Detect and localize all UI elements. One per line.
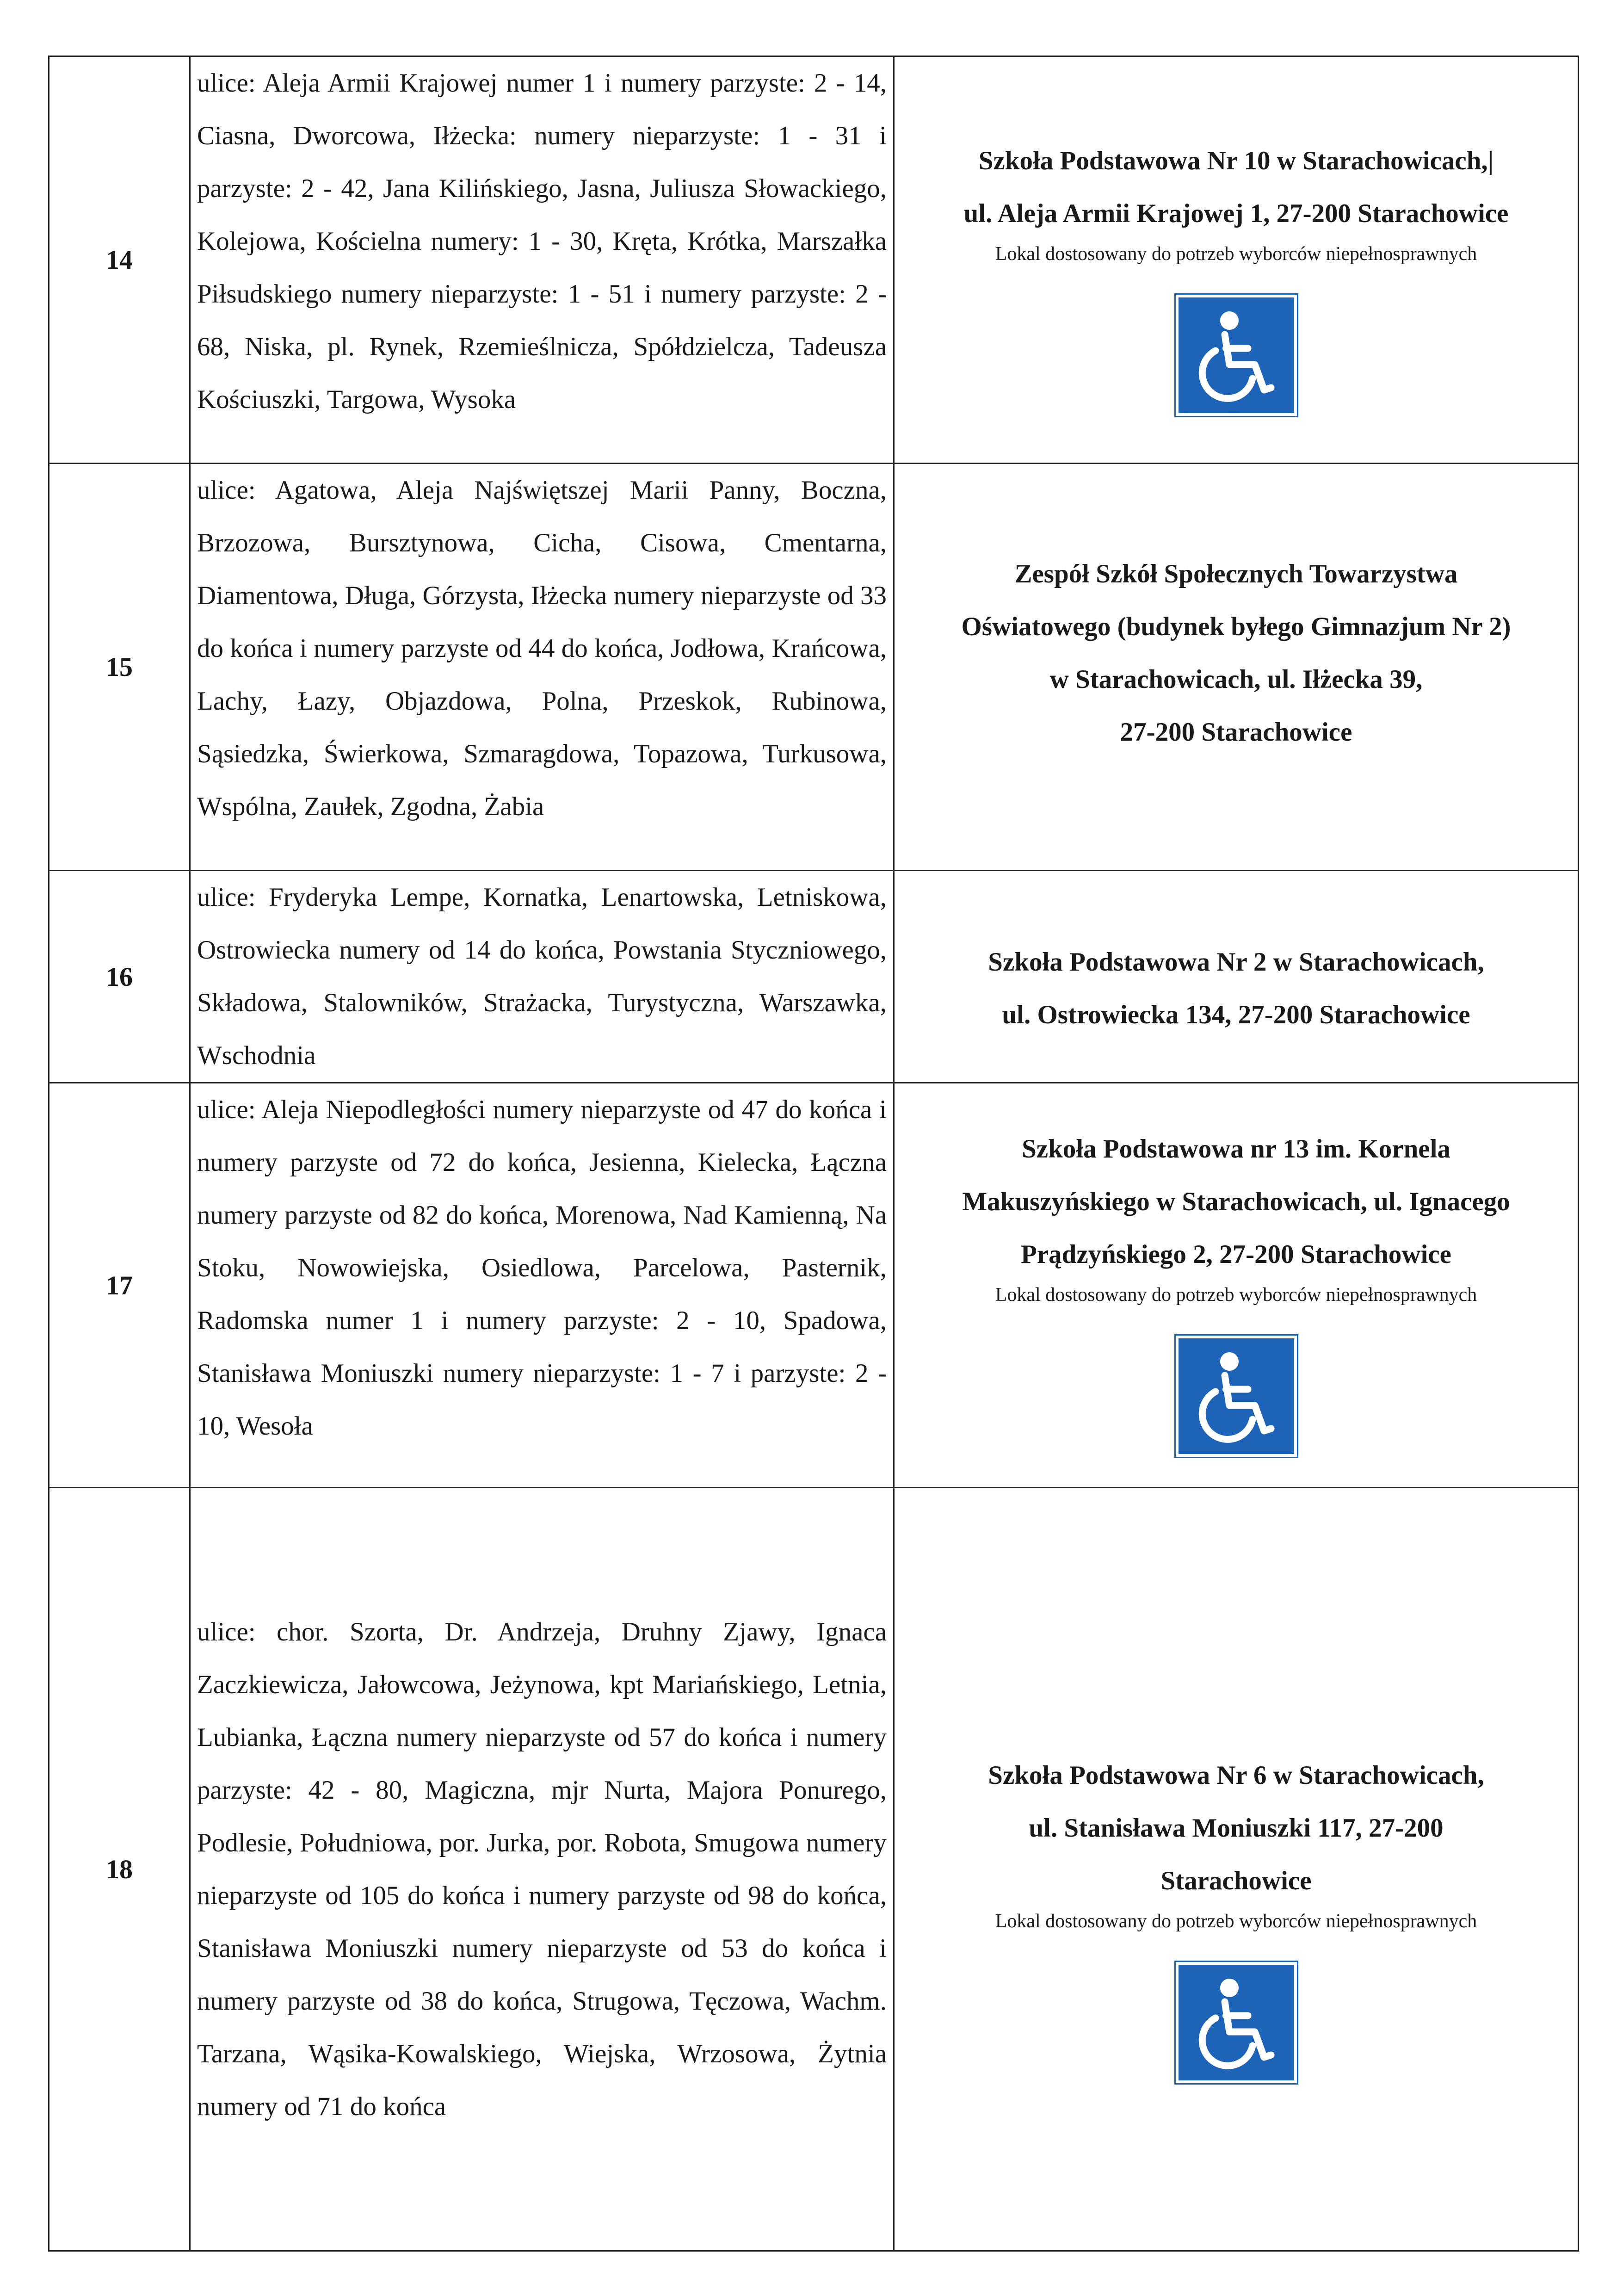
streets-text: ulice: Fryderyka Lempe, Kornatka, Lenartowska, Letniskowa, Ostrowiecka numery od 14 do końca, Powstania Styczniowego, Składowa, Stalowników, Strażacka, Turystyczna, Warszawka, Wschodnia xyxy=(197,883,887,1070)
table-row xyxy=(49,1488,1579,2251)
polling-place xyxy=(894,56,1579,464)
district-streets xyxy=(190,464,894,871)
polling-place xyxy=(894,1488,1579,2251)
accessibility-note: Lokal dostosowany do potrzeb wyborców niepełnosprawnych xyxy=(995,1911,1477,1932)
place-name-line: ul. Ostrowiecka 134, 27-200 Starachowice xyxy=(1002,1000,1470,1029)
place-name-line: Makuszyńskiego w Starachowicach, ul. Ignacego xyxy=(962,1187,1510,1216)
place-name-line: Zespół Szkół Społecznych Towarzystwa xyxy=(1014,559,1458,588)
district-number: 17 xyxy=(49,1083,190,1488)
place-name-line: 27-200 Starachowice xyxy=(1120,717,1352,747)
place-name-line: Prądzyńskiego 2, 27-200 Starachowice xyxy=(1021,1239,1451,1269)
polling-place xyxy=(894,871,1579,1083)
streets-text: ulice: Aleja Niepodległości numery nieparzyste od 47 do końca i numery parzyste od 72 do końca, Jesienna, Kielecka, Łączna numery parzyste od 82 do końca, Morenowa, Nad Kamienną, Na Stoku, Nowowiejska, Osiedlowa, Parcelowa, Pasternik, Radomska numer 1 i numery parzyste: 2 - 10, Spadowa, Stanisława Moniuszki numery nieparzyste: 1 - 7 i parzyste: 2 - 10, Wesoła xyxy=(197,1095,887,1441)
district-number: 15 xyxy=(49,464,190,871)
table-row xyxy=(49,464,1579,871)
place-name-line: Szkoła Podstawowa Nr 6 w Starachowicach, xyxy=(988,1761,1484,1790)
accessibility-note: Lokal dostosowany do potrzeb wyborców niepełnosprawnych xyxy=(995,1284,1477,1306)
place-name-line: Szkoła Podstawowa Nr 10 w Starachowicach,| xyxy=(978,146,1494,175)
accessibility-note: Lokal dostosowany do potrzeb wyborców niepełnosprawnych xyxy=(995,243,1477,265)
polling-districts-table xyxy=(48,56,1579,2252)
place-name-line: Szkoła Podstawowa nr 13 im. Kornela xyxy=(1022,1134,1450,1163)
district-streets xyxy=(190,56,894,464)
streets-text: ulice: Agatowa, Aleja Najświętszej Marii Panny, Boczna, Brzozowa, Bursztynowa, Cicha, Cisowa, Cmentarna, Diamentowa, Długa, Górzysta, Iłżecka numery nieparzyste od 33 do końca i numery parzyste od 44 do końca, Jodłowa, Krańcowa, Lachy, Łazy, Objazdowa, Polna, Przeskok, Rubinowa, Sąsiedzka, Świerkowa, Szmaragdowa, Topazowa, Turkusowa, Wspólna, Zaułek, Zgodna, Żabia xyxy=(197,476,887,821)
district-number: 14 xyxy=(49,56,190,464)
place-name-line: ul. Stanisława Moniuszki 117, 27-200 xyxy=(1029,1813,1444,1843)
district-streets xyxy=(190,1488,894,2251)
wheelchair-icon xyxy=(1176,1336,1297,1457)
table-row xyxy=(49,871,1579,1083)
place-name-line: Szkoła Podstawowa Nr 2 w Starachowicach, xyxy=(988,947,1484,977)
table-row xyxy=(49,56,1579,464)
place-name-line: w Starachowicach, ul. Iłżecka 39, xyxy=(1049,664,1423,694)
polling-place xyxy=(894,464,1579,871)
district-streets xyxy=(190,1083,894,1488)
place-name-line: Oświatowego (budynek byłego Gimnazjum Nr 2) xyxy=(961,612,1511,641)
wheelchair-icon xyxy=(1176,1962,1297,2083)
place-name-line: ul. Aleja Armii Krajowej 1, 27-200 Starachowice xyxy=(963,199,1509,228)
district-number: 16 xyxy=(49,871,190,1083)
polling-place xyxy=(894,1083,1579,1488)
place-name-line: Starachowice xyxy=(1160,1866,1312,1895)
table-row xyxy=(49,1083,1579,1488)
streets-text: ulice: Aleja Armii Krajowej numer 1 i numery parzyste: 2 - 14, Ciasna, Dworcowa, Iłżecka: numery nieparzyste: 1 - 31 i parzyste: 2 - 42, Jana Kilińskiego, Jasna, Juliusza Słowackiego, Kolejowa, Kościelna numery: 1 - 30, Kręta, Krótka, Marszałka Piłsudskiego numery nieparzyste: 1 - 51 i numery parzyste: 2 - 68, Niska, pl. Rynek, Rzemieślnicza, Spółdzielcza, Tadeusza Kościuszki, Targowa, Wysoka xyxy=(197,68,887,414)
district-number: 18 xyxy=(49,1488,190,2251)
district-streets xyxy=(190,871,894,1083)
wheelchair-icon xyxy=(1176,295,1297,416)
streets-text: ulice: chor. Szorta, Dr. Andrzeja, Druhny Zjawy, Ignaca Zaczkiewicza, Jałowcowa, Jeżynowa, kpt Mariańskiego, Letnia, Lubianka, Łączna numery nieparzyste od 57 do końca i numery parzyste: 42 - 80, Magiczna, mjr Nurta, Majora Ponurego, Podlesie, Południowa, por. Jurka, por. Robota, Smugowa numery nieparzyste od 105 do końca i numery parzyste od 98 do końca, Stanisława Moniuszki numery nieparzyste od 53 do końca i numery parzyste od 38 do końca, Strugowa, Tęczowa, Wachm. Tarzana, Wąsika-Kowalskiego, Wiejska, Wrzosowa, Żytnia numery od 71 do końca xyxy=(197,1617,887,2121)
